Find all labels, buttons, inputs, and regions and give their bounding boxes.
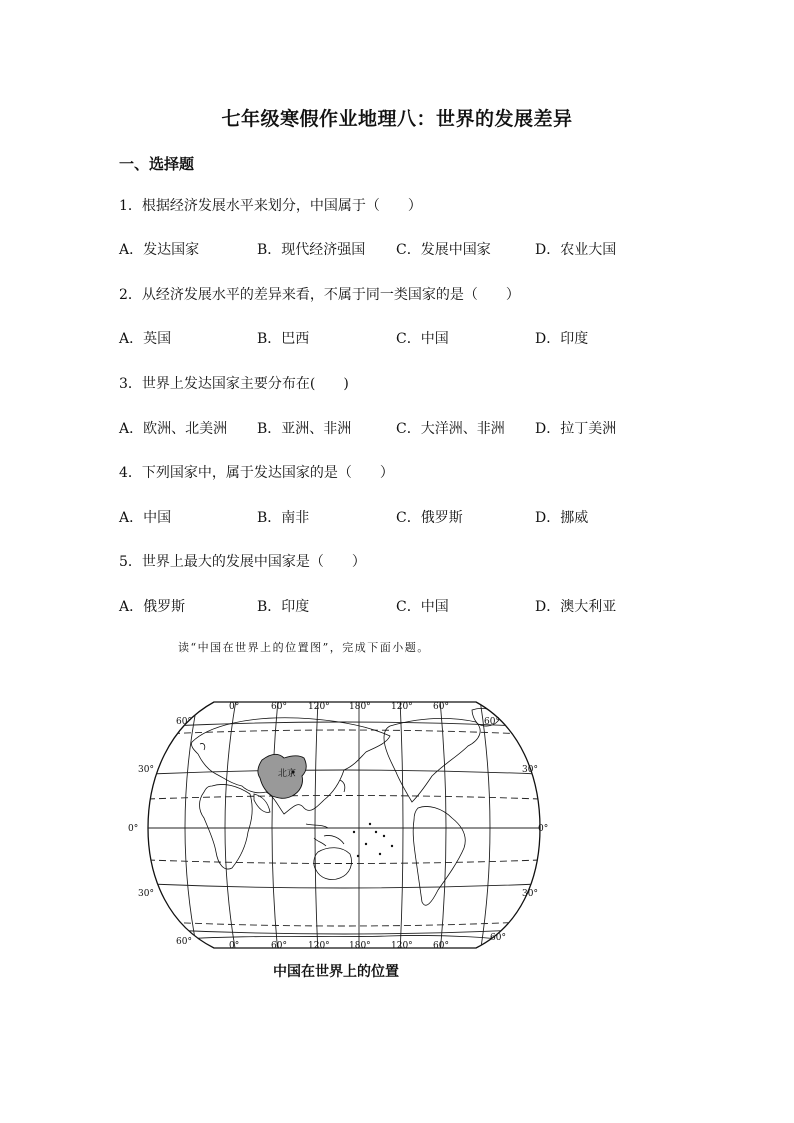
question-3-stem: 3．世界上发达国家主要分布在( ) xyxy=(119,376,349,392)
question-1-options xyxy=(119,239,679,259)
question-5-option-d[interactable]: D．澳大利亚 xyxy=(535,599,617,615)
beijing-label: 北京 xyxy=(278,769,297,779)
question-4-options xyxy=(119,507,679,527)
question-5-options xyxy=(119,596,679,616)
lon-label-top-60e: 60° xyxy=(271,702,287,712)
lat-label-left-30s: 30° xyxy=(138,889,154,899)
question-2-option-d[interactable]: D．印度 xyxy=(535,331,589,347)
lat-label-right-0: 0° xyxy=(538,824,549,834)
question-1-option-d[interactable]: D．农业大国 xyxy=(535,242,617,258)
question-4-option-c[interactable]: C．俄罗斯 xyxy=(396,510,463,526)
page-title: 七年级寒假作业地理八：世界的发展差异 xyxy=(221,108,573,130)
lon-label-bottom-60e: 60° xyxy=(271,941,287,951)
question-3-option-b[interactable]: B．亚洲、非洲 xyxy=(257,421,352,437)
question-1-option-b[interactable]: B．现代经济强国 xyxy=(257,242,366,258)
lon-label-bottom-60w: 60° xyxy=(433,941,449,951)
lon-label-top-120w: 120° xyxy=(391,702,413,712)
question-1-option-c[interactable]: C．发展中国家 xyxy=(396,242,491,258)
world-map-figure xyxy=(128,696,558,958)
question-2-option-c[interactable]: C．中国 xyxy=(396,331,449,347)
question-4-option-b[interactable]: B．南非 xyxy=(257,510,310,526)
question-2-option-b[interactable]: B．巴西 xyxy=(257,331,310,347)
lon-label-top-120e: 120° xyxy=(308,702,330,712)
question-2-options xyxy=(119,328,679,348)
lat-label-left-0: 0° xyxy=(128,824,139,834)
lat-label-right-60n: 60° xyxy=(484,717,500,727)
section-heading: 一、选择题 xyxy=(119,155,195,173)
lat-label-right-60s: 60° xyxy=(490,933,506,943)
lat-label-left-60n: 60° xyxy=(176,717,192,727)
question-5-option-c[interactable]: C．中国 xyxy=(396,599,449,615)
lat-label-right-30s: 30° xyxy=(522,889,538,899)
question-4-option-d[interactable]: D．挪威 xyxy=(535,510,589,526)
lon-label-bottom-0: 0° xyxy=(229,941,240,951)
lat-label-right-30n: 30° xyxy=(522,765,538,775)
question-4-stem: 4．下列国家中，属于发达国家的是（ ） xyxy=(119,465,394,481)
question-3-option-c[interactable]: C．大洋洲、非洲 xyxy=(396,421,505,437)
lon-label-bottom-120e: 120° xyxy=(308,941,330,951)
question-3-option-d[interactable]: D．拉丁美洲 xyxy=(535,421,617,437)
question-3-options xyxy=(119,418,679,438)
lat-label-left-30n: 30° xyxy=(138,765,154,775)
lon-label-top-60w: 60° xyxy=(433,702,449,712)
question-1-stem: 1．根据经济发展水平来划分，中国属于（ ） xyxy=(119,198,422,214)
lon-label-top-180: 180° xyxy=(349,702,371,712)
question-5-option-a[interactable]: A．俄罗斯 xyxy=(119,599,186,615)
question-5-stem: 5．世界上最大的发展中国家是（ ） xyxy=(119,554,366,570)
question-2-stem: 2．从经济发展水平的差异来看，不属于同一类国家的是（ ） xyxy=(119,287,520,303)
question-3-option-a[interactable]: A．欧洲、北美洲 xyxy=(119,421,228,437)
lon-label-bottom-180: 180° xyxy=(349,941,371,951)
map-caption: 中国在世界上的位置 xyxy=(273,964,399,980)
question-5-option-b[interactable]: B．印度 xyxy=(257,599,310,615)
lon-label-top-0: 0° xyxy=(229,702,240,712)
map-intro-text: 读“中国在世界上的位置图”，完成下面小题。 xyxy=(178,641,430,654)
world-map xyxy=(128,696,558,958)
lon-label-bottom-120w: 120° xyxy=(391,941,413,951)
question-4-option-a[interactable]: A．中国 xyxy=(119,510,172,526)
question-1-option-a[interactable]: A．发达国家 xyxy=(119,242,200,258)
question-2-option-a[interactable]: A．英国 xyxy=(119,331,172,347)
lat-label-left-60s: 60° xyxy=(176,937,192,947)
